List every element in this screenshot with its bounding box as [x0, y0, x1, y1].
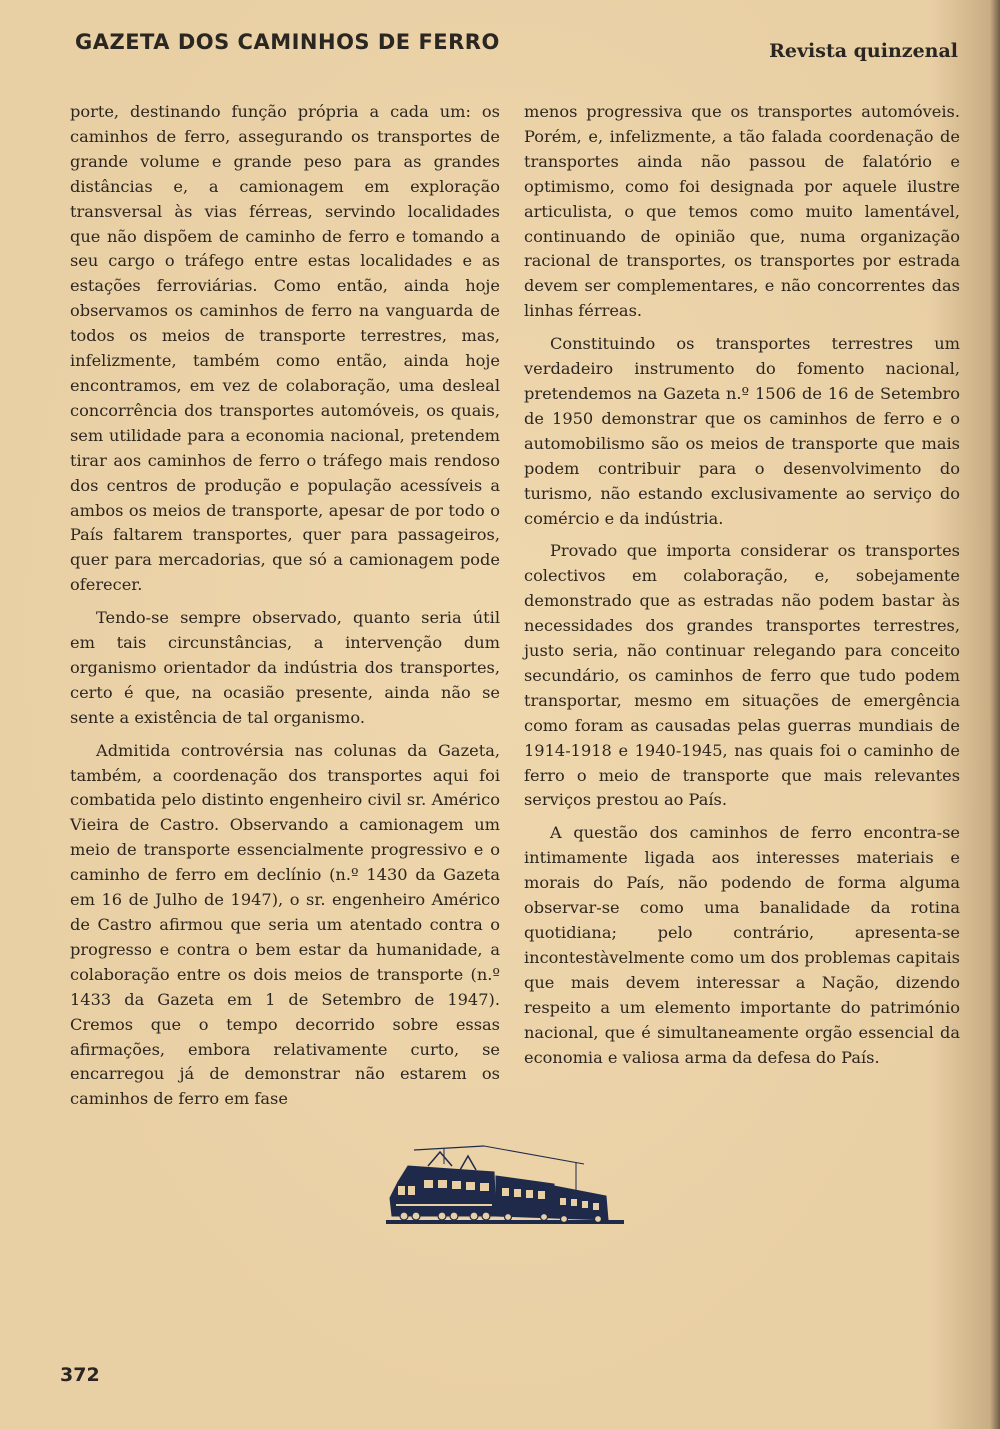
paragraph: Tendo-se sempre observado, quanto seria útil em tais circunstâncias, a intervenção dum organismo orientador da indústria dos transportes, certo é que, na ocasião presente, ainda não se sente a existência de tal organismo.: [70, 608, 500, 727]
paragraph: menos progressiva que os transportes automóveis. Porém, e, infelizmente, a tão falada coordenação de transportes ainda não passou de falatório e optimismo, como foi designada por aquele ilustre articulista, o que temos como muito lamentável, continuando de opinião que, numa organização racional de transportes, os transportes por estrada devem ser complementares, e não concorrentes das linhas férreas.: [524, 102, 960, 321]
paragraph: A questão dos caminhos de ferro encontra-se intimamente ligada aos interesses materiais e morais do País, não podendo de forma alguma observar-se como uma banalidade da rotina quotidiana; pelo contrário, apresenta-se incontestàvelmente como um dos problemas capitais que mais devem interessar a Nação, dizendo respeito a um elemento importante do património nacional, que é simultaneamente orgão essencial da economia e valiosa arma da defesa do País.: [524, 823, 960, 1067]
right-column: [524, 100, 960, 1078]
paragraph: Admitida controvérsia nas colunas da Gazeta, também, a coordenação dos transportes aqui foi combatida pelo distinto engenheiro civil sr. Américo Vieira de Castro. Observando a camionagem um meio de transporte essencialmente progressivo e o caminho de ferro em declínio (n.º 1430 da Gazeta em 16 de Julho de 1947), o sr. engenheiro Américo de Castro afirmou que seria um atentado contra o progresso e contra o bem estar da humanidade, a colaboração entre os dois meios de transporte (n.º 1433 da Gazeta em 1 de Setembro de 1947). Cremos que o tempo decorrido sobre essas afirmações, embora relativamente curto, se encarregou já de demonstrar não estarem os caminhos de ferro em fase: [70, 740, 500, 1109]
paragraph: Constituindo os transportes terrestres um verdadeiro instrumento do fomento nacional, pretendemos na Gazeta n.º 1506 de 16 de Setembro de 1950 demonstrar que os caminhos de ferro e o automobilismo são os meios de transporte que mais podem contribuir para o desenvolvimento do turismo, não estando exclusivamente ao serviço do comércio e da indústria.: [524, 334, 960, 528]
electric-train-icon: [384, 1142, 626, 1230]
page-number: 372: [60, 1364, 100, 1386]
left-column: [70, 100, 500, 1120]
journal-subtitle: Revista quinzenal: [769, 40, 958, 62]
paragraph: Provado que importa considerar os transportes colectivos em colaboração, e, sobejamente demonstrado que as estradas não podem bastar às necessidades dos grandes transportes terrestres, justo seria, não continuar relegando para conceito secundário, os caminhos de ferro que tudo podem transportar, mesmo em situações de emergência como foram as causadas pelas guerras mundiais de 1914-1918 e 1940-1945, nas quais foi o caminho de ferro o meio de transporte que mais relevantes serviços prestou ao País.: [524, 541, 960, 810]
paragraph: porte, destinando função própria a cada um: os caminhos de ferro, assegurando os transportes de grande volume e grande peso para as grandes distâncias e, a camionagem em exploração transversal às vias férreas, servindo localidades que não dispõem de caminho de ferro e tomando a seu cargo o tráfego entre estas localidades e as estações ferroviárias. Como então, ainda hoje observamos os caminhos de ferro na vanguarda de todos os meios de transporte terrestres, mas, infelizmente, também como então, ainda hoje encontramos, em vez de colaboração, uma desleal concorrência dos transportes automóveis, os quais, sem utilidade para a economia nacional, pretendem tirar aos caminhos de ferro o tráfego mais rendoso dos centros de produção e população acessíveis a ambos os meios de transporte, apesar de por todo o País faltarem transportes, quer para passageiros, quer para mercadorias, que só a camionagem pode oferecer.: [70, 102, 500, 595]
journal-title: GAZETA DOS CAMINHOS DE FERRO: [75, 30, 500, 54]
